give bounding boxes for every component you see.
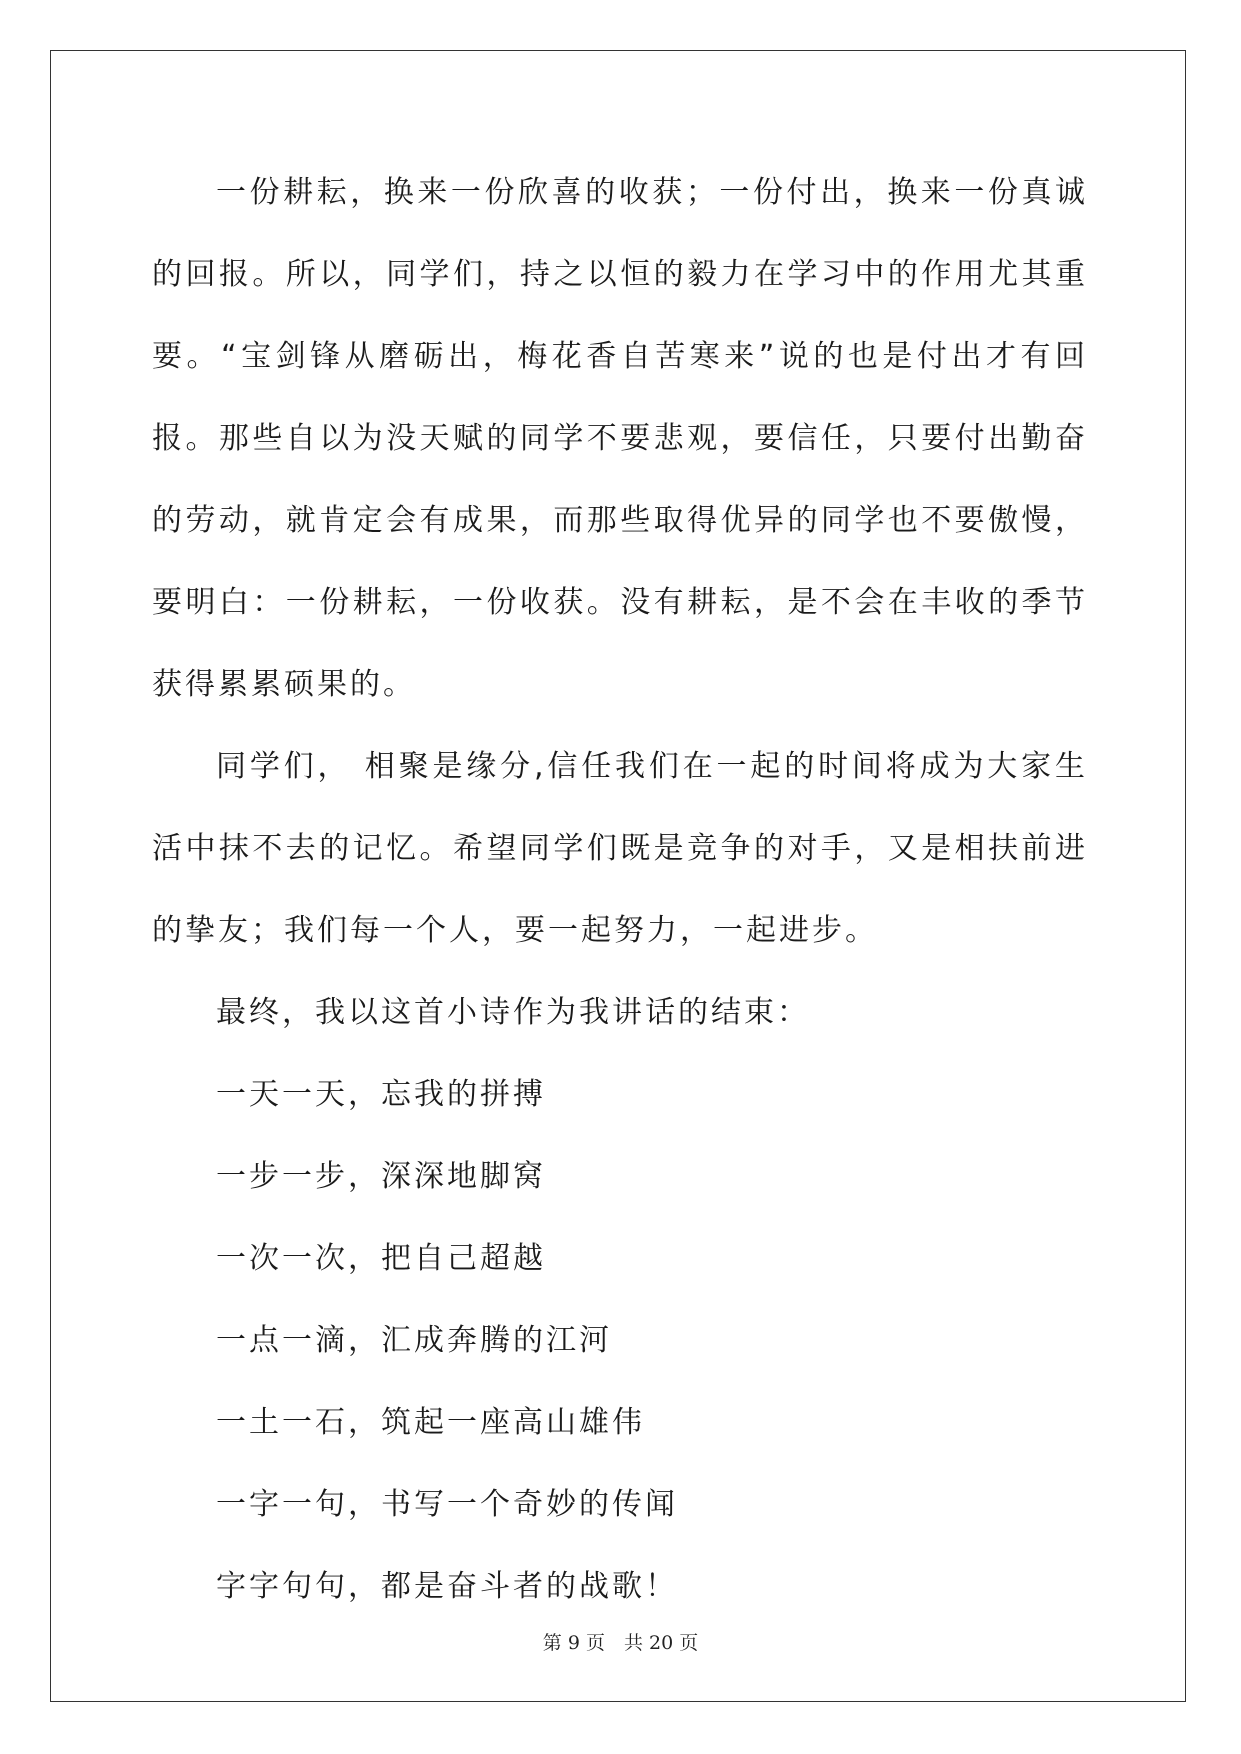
- poem-line-5: 一土一石，筑起一座高山雄伟: [216, 1405, 645, 1440]
- poem-line-3: 一次一次，把自己超越: [216, 1241, 546, 1276]
- poem-line-1: 一天一天，忘我的拼搏: [216, 1077, 546, 1112]
- paragraph-3: 最终，我以这首小诗作为我讲话的结束：: [216, 995, 810, 1030]
- paragraph-2: 同学们， 相聚是缘分,信任我们在一起的时间将成为大家生活中抹不去的记忆。希望同学们既是竞争的对手，又是相扶前进的挚友；我们每一个人，要一起努力，一起进步。: [152, 749, 1088, 948]
- paragraph-1: 一份耕耘，换来一份欣喜的收获；一份付出，换来一份真诚的回报。所以，同学们，持之以恒的毅力在学习中的作用尤其重要。“宝剑锋从磨砺出，梅花香自苦寒来”说的也是付出才有回报。那些自以为没天赋的同学不要悲观，要信任，只要付出勤奋的劳动，就肯定会有成果，而那些取得优异的同学也不要傲慢，要明白：一份耕耘，一份收获。没有耕耘，是不会在丰收的季节获得累累硕果的。: [152, 175, 1088, 702]
- poem-line-4: 一点一滴，汇成奔腾的江河: [216, 1323, 612, 1358]
- page-number-footer: 第 9 页 共 20 页: [542, 1632, 699, 1654]
- poem-line-2: 一步一步，深深地脚窝: [216, 1159, 546, 1194]
- poem-line-7: 字字句句，都是奋斗者的战歌！: [216, 1569, 678, 1604]
- document-body: [152, 152, 1088, 1628]
- poem: [152, 1054, 1088, 1628]
- poem-line-6: 一字一句，书写一个奇妙的传闻: [216, 1487, 678, 1522]
